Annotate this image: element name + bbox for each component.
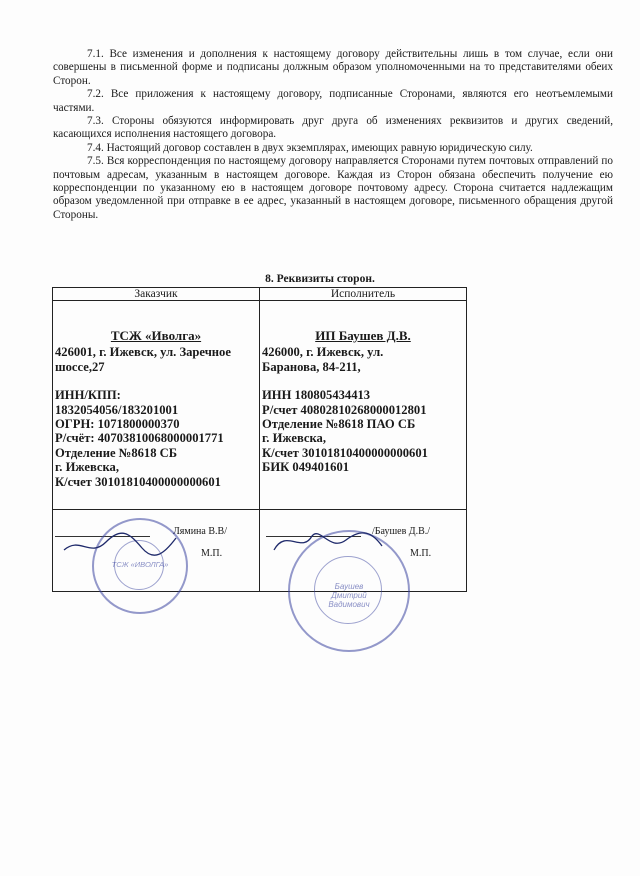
contractor-seal: Баушев Дмитрий Вадимович (288, 530, 410, 652)
contractor-header: Исполнитель (260, 288, 467, 301)
contractor-account: Р/счет 40802810268000012801 (262, 402, 427, 417)
clause-7-1: 7.1. Все изменения и дополнения к настоящему договору действительны лишь в том случае, если они совершены в письменной форме и подписаны должным образом уполномоченными на то представителями обеих Сторон. (53, 48, 613, 87)
contractor-address-line1: 426000, г. Ижевск, ул. (262, 345, 384, 360)
contractor-signature-scribble (268, 524, 388, 560)
clause-7-2: 7.2. Все приложения к настоящему договору, подписанные Сторонами, являются его неотъемлемыми частями. (53, 88, 613, 114)
customer-mp: М.П. (201, 548, 223, 559)
customer-inn-value: 1832054056/183201001 (55, 402, 179, 417)
customer-header: Заказчик (53, 288, 260, 301)
contractor-inn: ИНН 180805434413 (262, 388, 371, 403)
customer-seal: ТСЖ «ИВОЛГА» (92, 518, 188, 614)
contractor-bik: БИК 049401601 (262, 460, 350, 475)
section-title: 8. Реквизиты сторон. (265, 273, 375, 285)
customer-address: 426001, г. Ижевск, ул. Заречное шоссе,27 (55, 345, 231, 374)
contractor-city: г. Ижевска, (262, 431, 327, 446)
contractor-name: ИП Баушев Д.В. (315, 328, 411, 343)
contractor-signer: /Баушев Д.В./ (372, 526, 431, 537)
clause-7-5: 7.5. Вся корреспонденция по настоящему договору направляется Сторонами путем почтовых отправлений по почтовым адресам, указанным в настоящем договоре. Каждая из Сторон обязана обеспечить получение ею корреспонденции по указанному ею в настоящем договоре почтовому адресу. Сторона считается надлежащим образом уведомленной при отправке в ее адрес, указанный в настоящем договоре, письменного обращения другой Стороны. (53, 155, 613, 221)
customer-details (53, 301, 260, 510)
customer-signature-scribble (60, 528, 180, 562)
customer-account: Р/счёт: 40703810068000001771 (55, 431, 224, 446)
customer-inn-label: ИНН/КПП: (55, 388, 121, 403)
contract-clauses (53, 48, 613, 222)
clause-7-4: 7.4. Настоящий договор составлен в двух экземплярах, имеющих равную юридическую силу. (87, 141, 533, 154)
customer-city: г. Ижевска, (55, 460, 120, 475)
contractor-bank: Отделение №8618 ПАО СБ (262, 417, 416, 432)
customer-ogrn: ОГРН: 1071800000370 (55, 417, 180, 432)
contractor-address-line2: Баранова, 84-211, (262, 359, 361, 374)
contractor-details (260, 301, 467, 510)
customer-corr-account: К/счет 30101810400000000601 (55, 474, 221, 489)
clause-7-3: 7.3. Стороны обязуются информировать друг друга об изменениях реквизитов и других сведений, касающихся исполнения настоящего договора. (53, 115, 613, 141)
contractor-corr-account: К/счет 30101810400000000601 (262, 445, 428, 460)
customer-bank: Отделение №8618 СБ (55, 445, 178, 460)
customer-name: ТСЖ «Иволга» (110, 328, 202, 343)
customer-signer: Лямина В.В/ (173, 526, 227, 537)
contractor-mp: М.П. (410, 548, 432, 559)
